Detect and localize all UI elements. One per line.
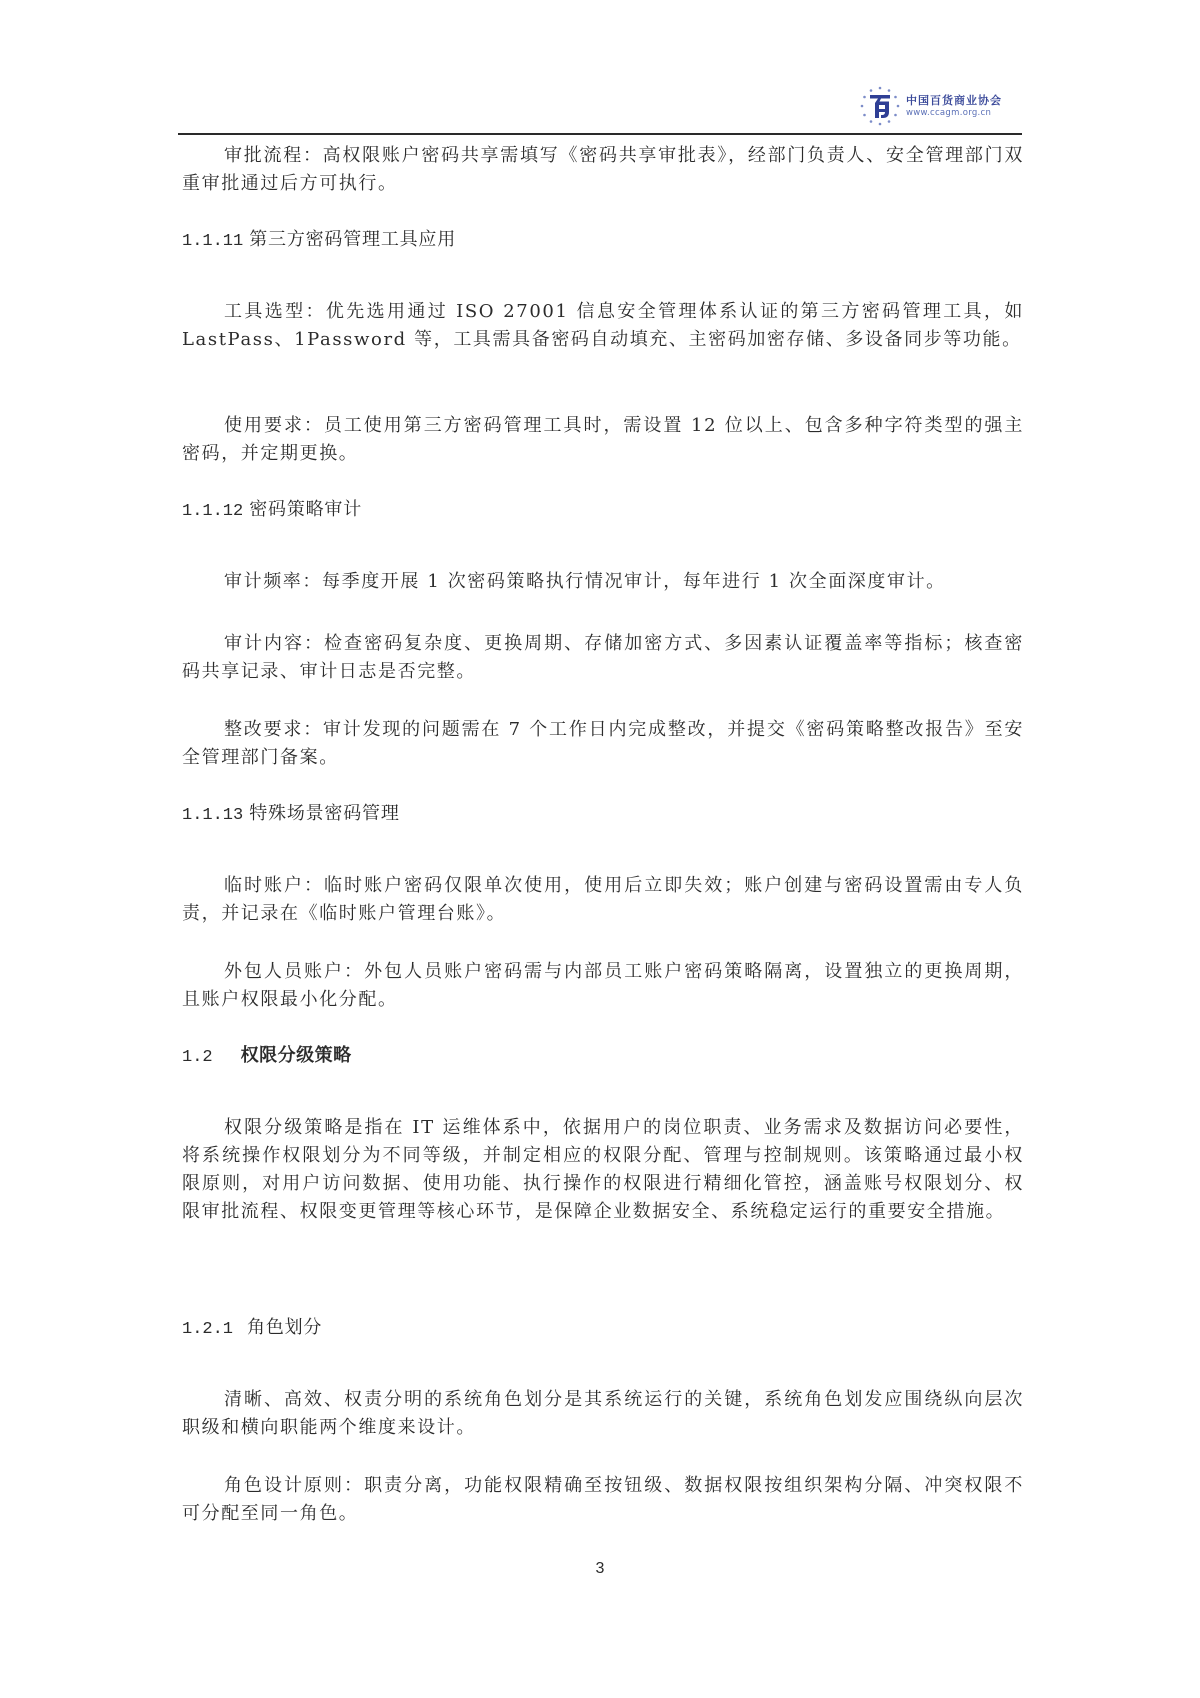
section-title: 角色划分 [247, 1317, 323, 1338]
section-heading-1-2 [182, 1042, 352, 1072]
paragraph-approval-process: 审批流程：高权限账户密码共享需填写《密码共享审批表》，经部门负责人、安全管理部门双重审批通过后方可执行。 [182, 145, 1024, 194]
ccagm-logo-icon [858, 84, 902, 128]
section-title: 第三方密码管理工具应用 [249, 229, 457, 250]
paragraph-permission-intro: 权限分级策略是指在 IT 运维体系中，依据用户的岗位职责、业务需求及数据访问必要性，将系统操作权限划分为不同等级，并制定相应的权限分配、管理与控制规则。该策略通过最小权限原则，对用户访问数据、使用功能、执行操作的权限进行精细化管控，涵盖账号权限划分、权限审批流程、权限变更管理等核心环节，是保障企业数据安全、系统稳定运行的重要安全措施。 [182, 1117, 1024, 1222]
paragraph-outsourced-account: 外包人员账户：外包人员账户密码需与内部员工账户密码策略隔离，设置独立的更换周期，且账户权限最小化分配。 [182, 961, 1024, 1010]
section-title: 密码策略审计 [249, 499, 363, 520]
logo-url: www.ccagm.org.cn [906, 107, 992, 118]
page-number: 3 [595, 1560, 605, 1577]
header-logo [858, 84, 1028, 128]
paragraph-rectification: 整改要求：审计发现的问题需在 7 个工作日内完成整改，并提交《密码策略整改报告》至安全管理部门备案。 [182, 719, 1024, 768]
paragraph-role-principles: 角色设计原则：职责分离，功能权限精确至按钮级、数据权限按组织架构分隔、冲突权限不可分配至同一角色。 [182, 1475, 1024, 1524]
section-number: 1.2.1 [182, 1320, 234, 1339]
logo-name: 中国百货商业协会 [906, 93, 1002, 107]
section-number: 1.2 [182, 1048, 213, 1067]
section-number: 1.1.12 [182, 502, 244, 521]
section-title: 权限分级策略 [240, 1045, 352, 1066]
paragraph-role-intro: 清晰、高效、权责分明的系统角色划分是其系统运行的关键，系统角色划发应围绕纵向层次职级和横向职能两个维度来设计。 [182, 1389, 1024, 1438]
paragraph-audit-content: 审计内容：检查密码复杂度、更换周期、存储加密方式、多因素认证覆盖率等指标；核查密码共享记录、审计日志是否完整。 [182, 633, 1024, 682]
paragraph-tool-selection: 工具选型：优先选用通过 ISO 27001 信息安全管理体系认证的第三方密码管理工具，如 LastPass、1Password 等，工具需具备密码自动填充、主密码加密存储、多设备同步等功能。 [182, 301, 1024, 350]
section-heading-1-2-1 [182, 1314, 322, 1344]
section-title: 特殊场景密码管理 [249, 803, 400, 824]
paragraph-temp-account: 临时账户：临时账户密码仅限单次使用，使用后立即失效；账户创建与密码设置需由专人负责，并记录在《临时账户管理台账》。 [182, 875, 1024, 924]
section-heading-1-1-12 [182, 496, 362, 526]
section-heading-1-1-11 [182, 226, 456, 256]
section-heading-1-1-13 [182, 800, 400, 830]
section-number: 1.1.11 [182, 232, 244, 251]
section-number: 1.1.13 [182, 806, 244, 825]
paragraph-usage-requirements: 使用要求：员工使用第三方密码管理工具时，需设置 12 位以上、包含多种字符类型的强主密码，并定期更换。 [182, 415, 1024, 464]
paragraph-audit-frequency: 审计频率：每季度开展 1 次密码策略执行情况审计，每年进行 1 次全面深度审计。 [224, 571, 946, 592]
header-divider [178, 133, 1022, 135]
